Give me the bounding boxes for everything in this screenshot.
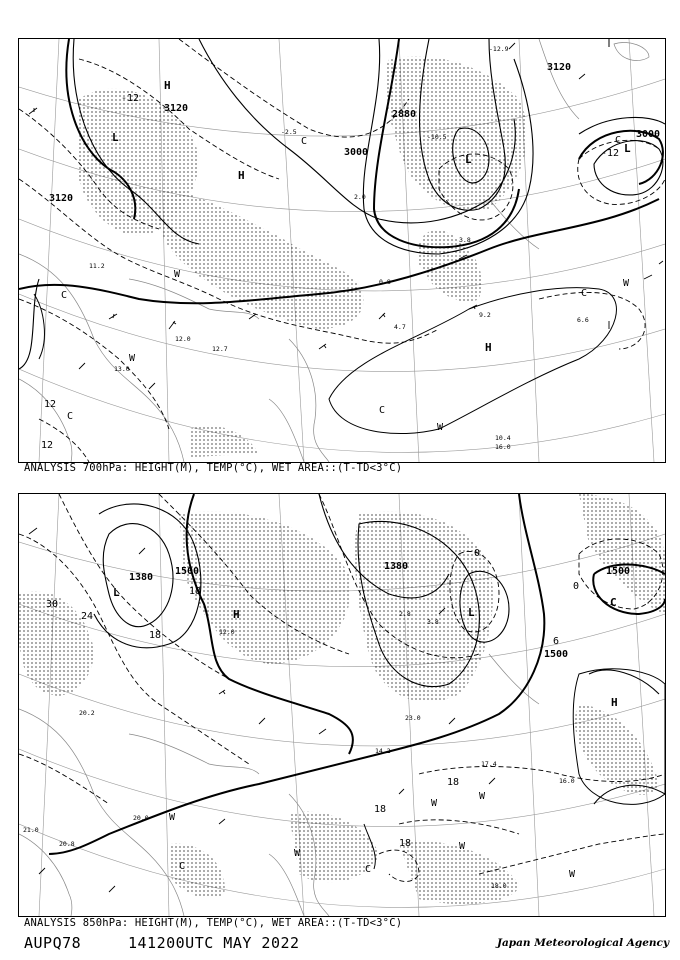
high-center-mark: H [485,341,492,354]
chart-code: AUPQ78 [24,934,82,952]
contour-label: 3120 [164,103,189,114]
station-value: 12.0 [219,628,235,636]
isotherm-label: 0 [573,581,580,592]
station-value: 23.0 [405,714,421,722]
panel-caption-850hpa: ANALYSIS 850hPa: HEIGHT(M), TEMP(°C), WET AREA::(T-TD<3°C) [24,917,403,929]
warm-mark: W [174,269,181,280]
cold-mark: C [365,864,372,875]
isotherm-label: -12 [601,148,620,159]
cold-mark: C [67,411,74,422]
cold-mark: C [379,405,386,416]
station-value: 20.0 [133,814,149,822]
warm-mark: W [437,422,444,433]
station-value: 6.6 [577,316,589,324]
station-value: 16.0 [559,777,575,785]
station-value: -12.9 [489,45,509,53]
station-value: 11.2 [89,262,105,270]
cold-mark: C [61,290,68,301]
station-value: 9.2 [479,311,491,319]
high-center-mark: H [233,608,240,621]
contour-label: 3120 [49,193,74,204]
isotherm-label: 0 [474,548,481,559]
contour-label: 2880 [392,109,417,120]
contour-label: 1380 [384,561,409,572]
low-center-mark: L [468,606,475,619]
warm-mark: W [169,812,176,823]
wet-area-700 [79,56,527,457]
station-value: 3.8 [459,236,471,244]
station-value: 20.2 [79,709,95,717]
station-value: 17.4 [481,760,497,768]
low-center-mark: L [112,131,119,144]
station-value: -2.5 [281,128,297,136]
isotherm-label: 6 [553,636,560,647]
wet-area-850 [19,494,665,904]
isotherm-label: 18 [149,630,162,641]
station-value: 2.0 [354,193,366,201]
station-value: 14.2 [375,747,391,755]
contour-label: 1500 [606,566,631,577]
cold-mark: C [615,135,622,146]
isotherm-label: 30 [46,599,59,610]
low-center-mark: L [624,142,631,155]
contour-label: 1380 [129,572,154,583]
cold-mark: C [301,136,308,147]
station-value: 3.8 [427,618,439,626]
station-value: 4.7 [394,323,406,331]
map-panel-700hpa [18,38,666,463]
warm-mark: W [294,848,301,859]
map-panel-850hpa [18,493,666,917]
warm-mark: W [459,841,466,852]
station-value: 16.0 [495,443,511,451]
isotherm-label: -12 [121,93,140,104]
cold-mark: C [581,288,588,299]
isotherm-label: 18 [189,586,202,597]
station-value: 20.8 [59,840,75,848]
panel-caption-700hpa: ANALYSIS 700hPa: HEIGHT(M), TEMP(°C), WET AREA::(T-TD<3°C) [24,462,403,474]
isotherm-label: 18 [447,777,460,788]
station-value: 18.0 [491,882,507,890]
contour-label: 3120 [547,62,572,73]
station-value: 10.4 [495,434,511,442]
contour-label: 3000 [636,129,661,140]
station-value: 0.8 [379,278,391,286]
contour-label: 3000 [344,147,369,158]
high-center-mark: H [238,169,245,182]
warm-mark: W [569,869,576,880]
contour-label: 1500 [175,566,200,577]
warm-mark: W [479,791,486,802]
warm-mark: W [431,798,438,809]
warm-cold-marks-850 [169,791,576,880]
agency-credit: Japan Meteorological Agency [497,937,670,949]
isotherm-label: 12 [44,399,57,410]
station-value: 21.0 [23,826,39,834]
low-center-mark: L [113,586,120,599]
high-center-mark: H [164,79,171,92]
station-value: -10.5 [427,133,447,141]
analysis-time: 141200UTC MAY 2022 [128,934,300,952]
station-value: 12.0 [175,335,191,343]
map-850hpa-svg [19,494,665,916]
low-center-mark: L [465,153,472,166]
warm-mark: W [129,353,136,364]
station-value: 12.7 [212,345,228,353]
map-700hpa-svg [19,39,665,462]
warm-mark: W [623,278,630,289]
isotherm-label: 18 [374,804,387,815]
high-center-mark: H [611,696,618,709]
isotherm-label: 24 [81,611,94,622]
isotherm-label: 18 [399,838,412,849]
cold-mark: C [179,861,186,872]
station-value: 2.8 [399,610,411,618]
contour-label: 1500 [544,649,569,660]
station-value: 13.0 [114,365,130,373]
isotherm-label: 12 [41,440,54,451]
cold-center-mark: C [610,596,617,609]
